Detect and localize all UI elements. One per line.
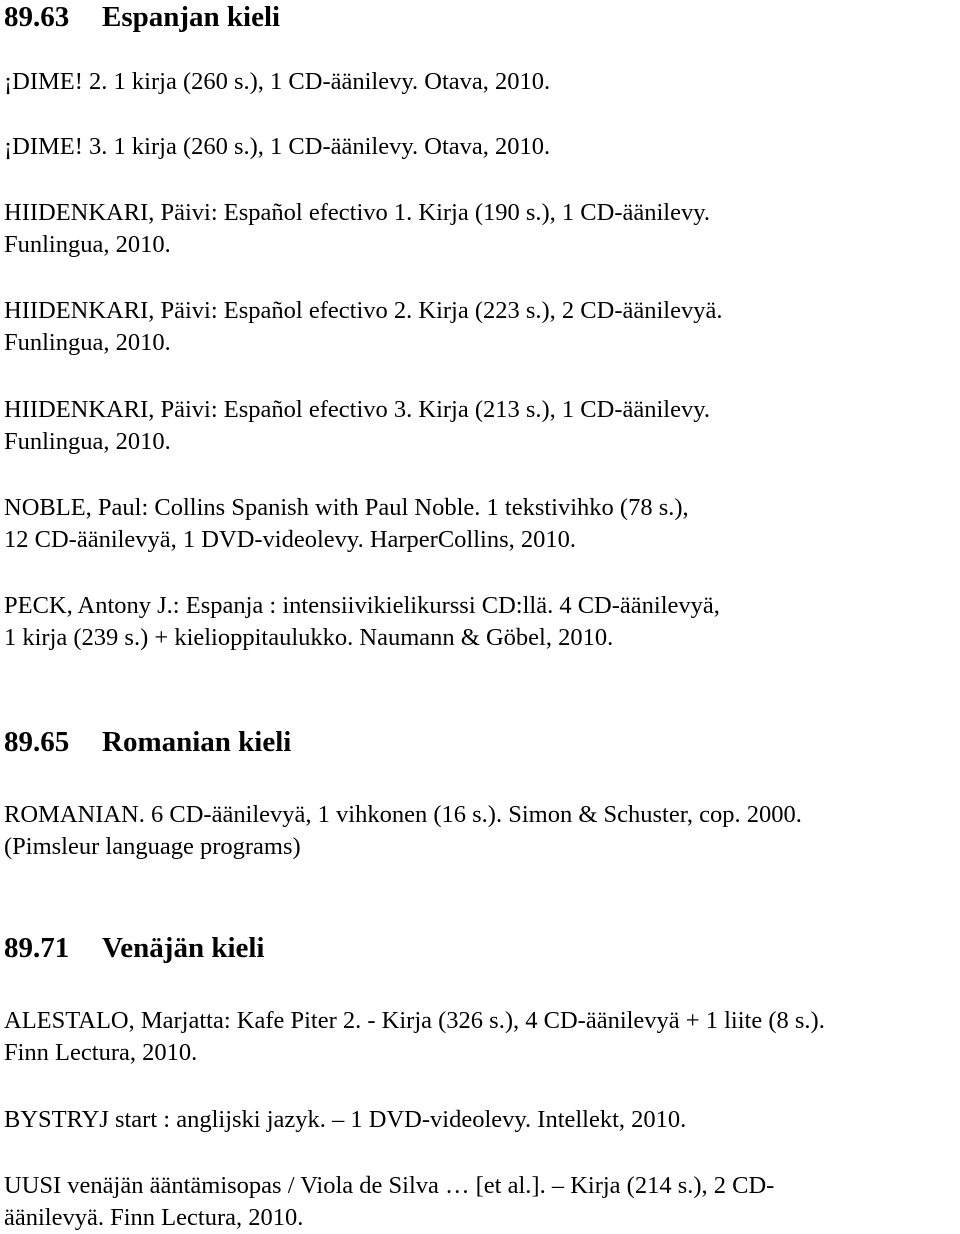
bib-entry — [4, 66, 550, 98]
bib-entry — [4, 1104, 686, 1136]
bib-entry — [4, 1005, 825, 1069]
entry-line: UUSI venäjän ääntämisopas / Viola de Silva … [et al.]. – Kirja (214 s.), 2 CD- — [4, 1172, 775, 1199]
section-heading-romania — [4, 725, 291, 759]
section-title: Romanian kieli — [102, 726, 292, 758]
entry-line: HIIDENKARI, Päivi: Español efectivo 3. Kirja (213 s.), 1 CD-äänilevy. — [4, 396, 711, 423]
section-title: Espanjan kieli — [102, 1, 281, 33]
bib-entry — [4, 131, 550, 163]
bib-entry — [4, 1170, 774, 1234]
entry-line: PECK, Antony J.: Espanja : intensiivikielikurssi CD:llä. 4 CD-äänilevyä, — [4, 592, 720, 619]
section-heading-espanja — [4, 0, 280, 34]
section-number: 89.71 — [4, 932, 70, 964]
entry-line: ¡DIME! 3. 1 kirja (260 s.), 1 CD-äänilevy. Otava, 2010. — [4, 133, 551, 160]
section-number: 89.63 — [4, 1, 70, 33]
section-number: 89.65 — [4, 726, 70, 758]
entry-line: 1 kirja (239 s.) + kielioppitaulukko. Naumann & Göbel, 2010. — [4, 624, 614, 651]
bib-entry — [4, 197, 710, 261]
section-title: Venäjän kieli — [102, 932, 265, 964]
entry-line: HIIDENKARI, Päivi: Español efectivo 1. Kirja (190 s.), 1 CD-äänilevy. — [4, 199, 711, 226]
bib-entry — [4, 295, 723, 359]
bib-entry — [4, 590, 720, 654]
entry-line: Funlingua, 2010. — [4, 231, 171, 258]
entry-line: NOBLE, Paul: Collins Spanish with Paul Noble. 1 tekstivihko (78 s.), — [4, 494, 689, 521]
bib-entry — [4, 492, 689, 556]
entry-line: 12 CD-äänilevyä, 1 DVD-videolevy. HarperCollins, 2010. — [4, 526, 576, 553]
entry-line: Funlingua, 2010. — [4, 428, 171, 455]
bib-entry — [4, 799, 802, 863]
section-heading-venaja — [4, 931, 265, 965]
entry-line: ALESTALO, Marjatta: Kafe Piter 2. - Kirja (326 s.), 4 CD-äänilevyä + 1 liite (8 s.). — [4, 1007, 825, 1034]
entry-line: (Pimsleur language programs) — [4, 833, 301, 860]
entry-line: HIIDENKARI, Päivi: Español efectivo 2. Kirja (223 s.), 2 CD-äänilevyä. — [4, 297, 723, 324]
entry-line: ¡DIME! 2. 1 kirja (260 s.), 1 CD-äänilevy. Otava, 2010. — [4, 68, 551, 95]
bib-entry — [4, 394, 710, 458]
entry-line: Funlingua, 2010. — [4, 329, 171, 356]
entry-line: ROMANIAN. 6 CD-äänilevyä, 1 vihkonen (16 s.). Simon & Schuster, cop. 2000. — [4, 801, 802, 828]
entry-line: BYSTRYJ start : anglijski jazyk. – 1 DVD-videolevy. Intellekt, 2010. — [4, 1106, 687, 1133]
entry-line: äänilevyä. Finn Lectura, 2010. — [4, 1204, 304, 1231]
entry-line: Finn Lectura, 2010. — [4, 1039, 198, 1066]
